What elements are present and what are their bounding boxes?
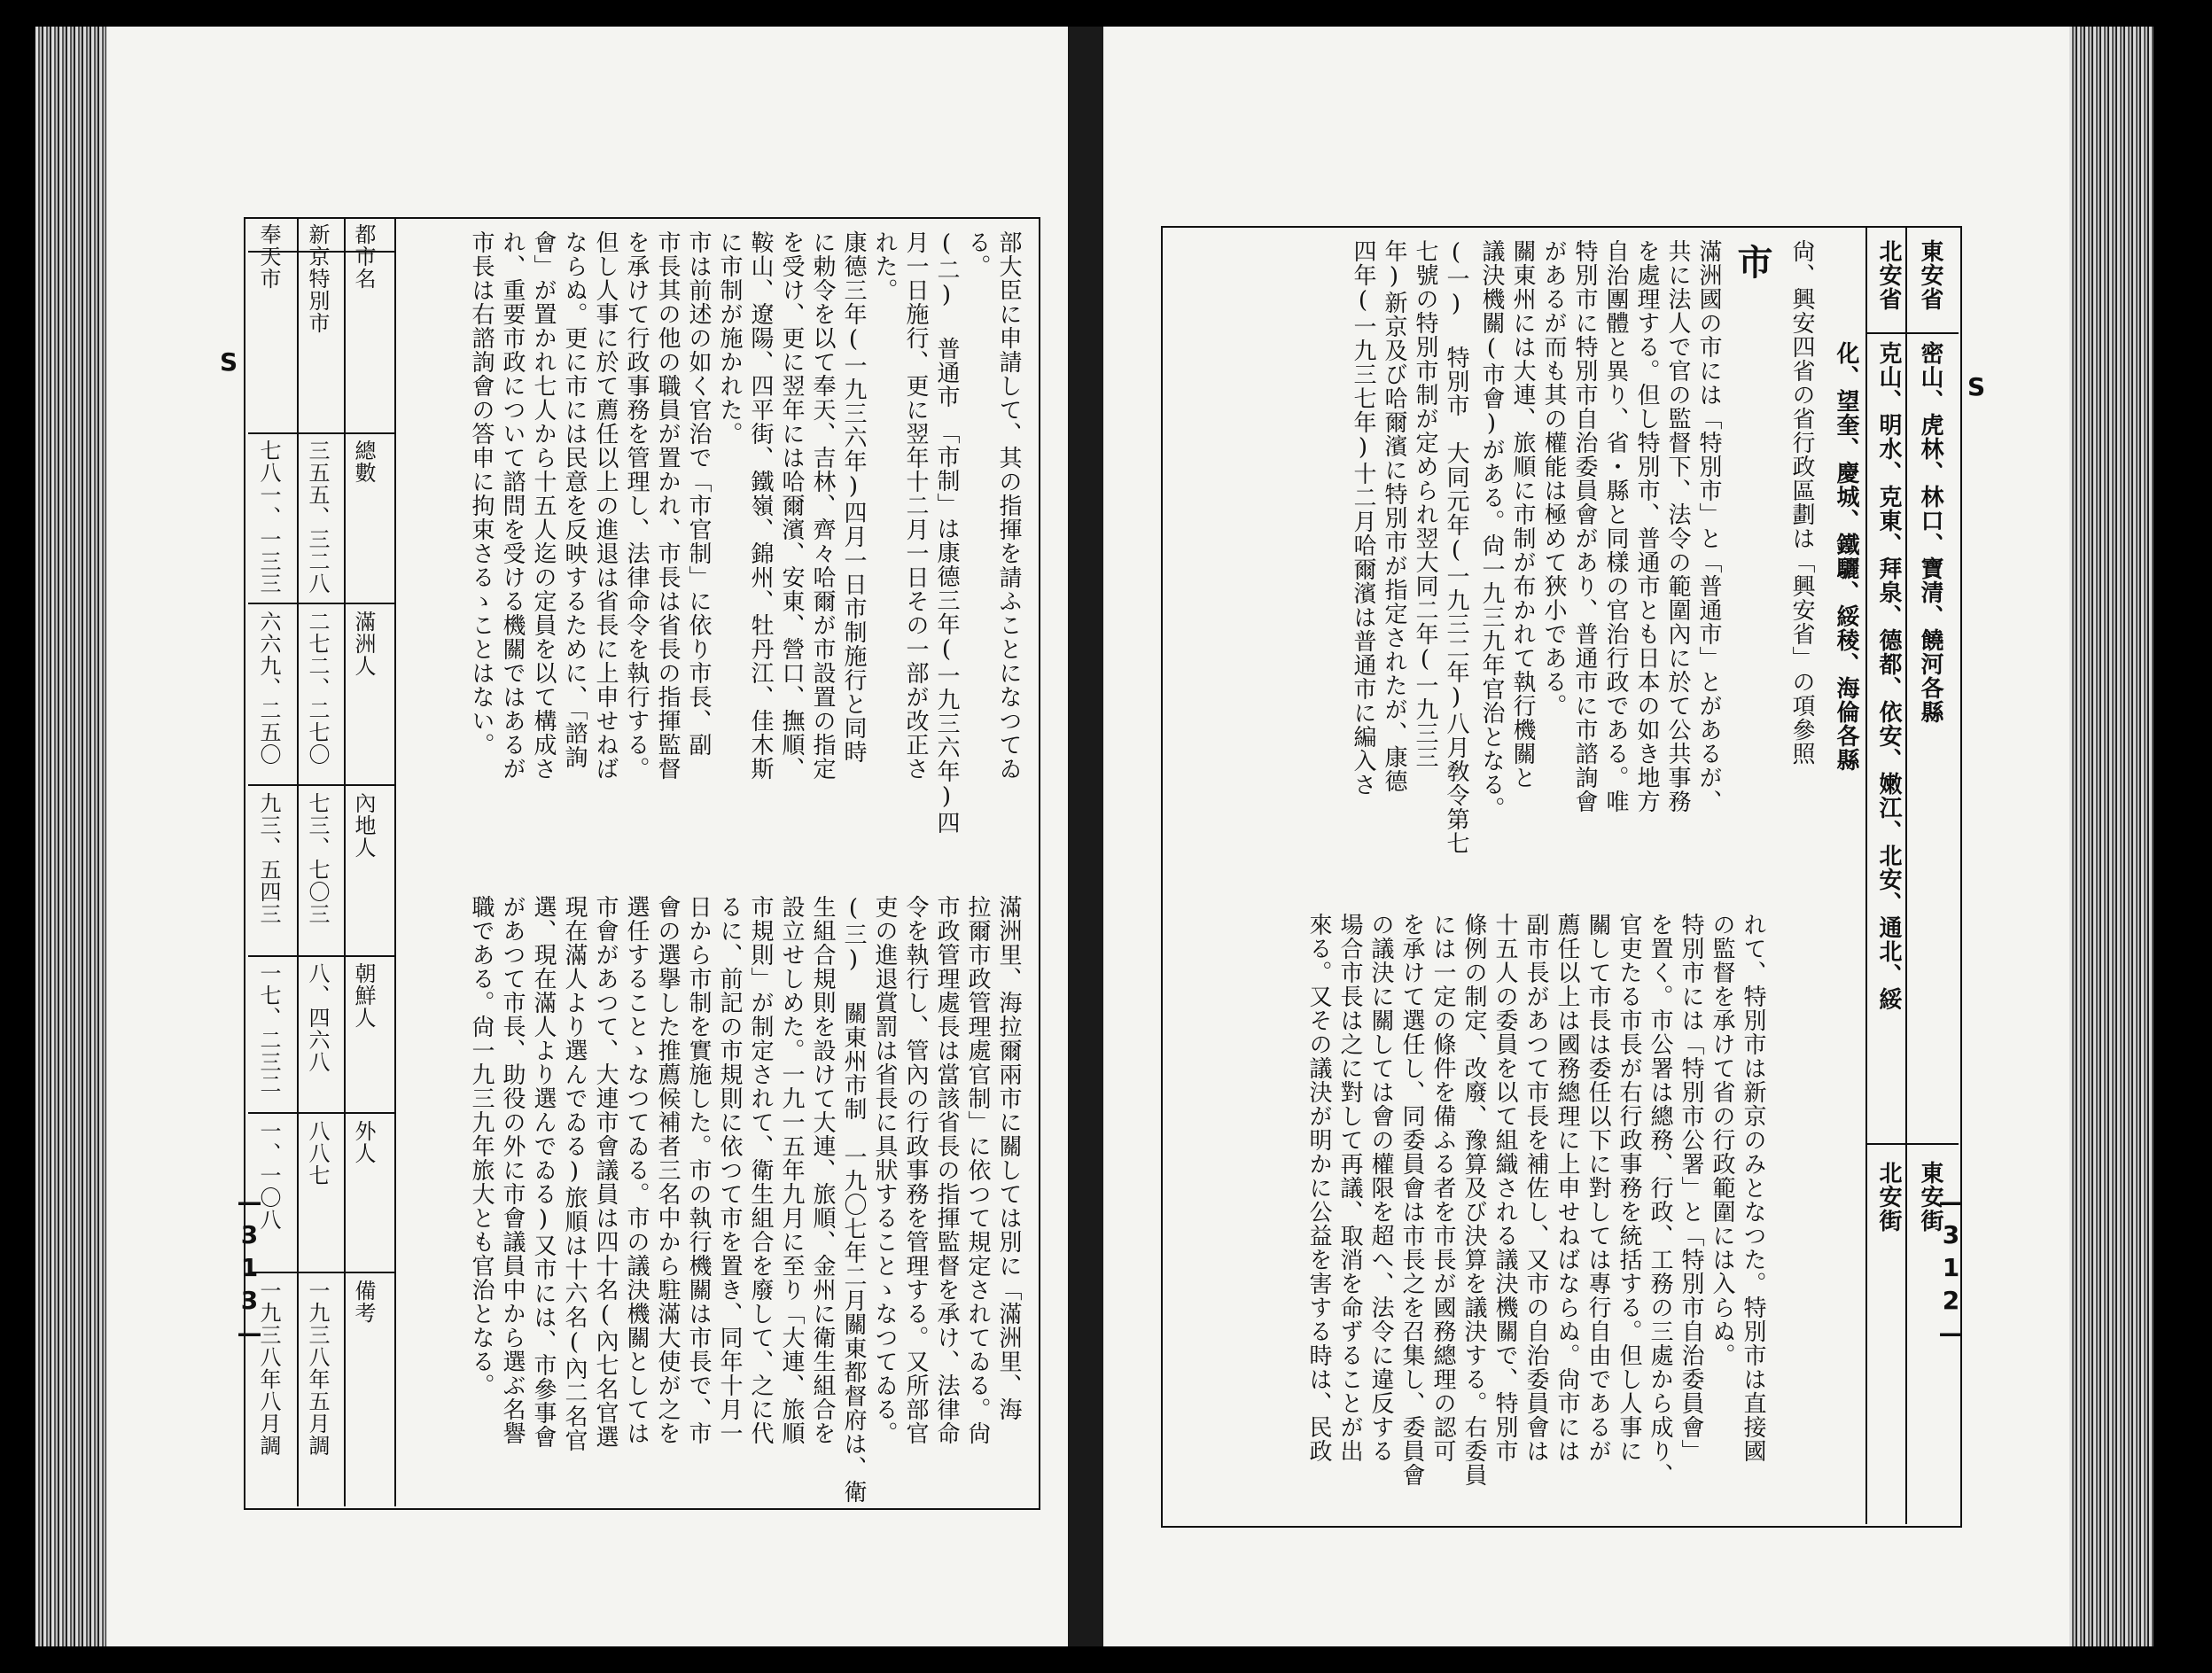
text-column: 拉爾市政管理處官制」に依つて規定されてゐる。尙 [964, 895, 991, 1445]
text-column: を受け、更に翌年には哈爾濱、安東、營口、撫順、 [778, 230, 805, 781]
text-column: 月一日施行、更に翌年十二月一日その一部が改正さ [902, 230, 929, 781]
text-column: 場合市長は之に對して再議、取消を命ずることが出 [1336, 913, 1363, 1463]
province-city: 東安街 [1917, 1161, 1943, 1233]
province-name: 東安省 [1917, 239, 1943, 311]
text-column: に市制が施かれた。 [716, 230, 743, 446]
table-cell: 七八一、一三三 [256, 440, 281, 595]
table-cell: 一九三八年八月調 [256, 1280, 281, 1457]
table-header-cell: 滿洲人 [351, 611, 376, 677]
table-header-cell: 都市名 [351, 223, 376, 290]
text-column: 部大臣に申請して、其の指揮を請ふことになつてゐ [995, 230, 1022, 781]
table-cell: 新京特別市 [305, 223, 330, 334]
text-column: 市長は右諮詢會の答申に拘束さるゝことはない。 [468, 230, 495, 757]
province-contents: 克山、明水、克東、拜泉、德都、依安、嫩江、北安、通北、綏 [1875, 341, 1902, 1011]
left-page-number: — 313 — [235, 1187, 264, 1351]
text-column: 職である。尙一九三九年旅大とも官治となる。 [468, 895, 495, 1397]
text-column: 特別市には「特別市公署」と「特別市自治委員會」 [1678, 913, 1704, 1463]
text-column: 市規則」が制定されて、衛生組合を廢して、之に代 [747, 895, 774, 1445]
province-city: 北安街 [1875, 1161, 1902, 1233]
text-column: 特別市に特別市自治委員會があり、普通市に市諮詢會 [1571, 239, 1598, 813]
text-column: 議決機關(市會)がある。尙一九三九年官治となる。 [1478, 239, 1505, 821]
text-column: 自治團體と異り、省・縣と同樣の官治行政である。唯 [1602, 239, 1629, 813]
table-header-cell: 備考 [351, 1280, 376, 1324]
table-cell: 九三、五四三 [256, 792, 281, 925]
text-column: を承けて選任し、同委員會は市長之を召集し、委員會 [1398, 913, 1425, 1487]
table-cell: 八八七 [305, 1120, 330, 1187]
text-column: 關東州には大連、旅順に市制が布かれて執行機關と [1509, 239, 1536, 790]
table-header-cell: 朝鮮人 [351, 962, 376, 1029]
text-column: 滿洲里、海拉爾兩市に關しては別に「滿洲里、海 [995, 895, 1022, 1421]
text-column: 薦任以上は國務總理に上申せねばならぬ。尙市には [1554, 913, 1580, 1463]
text-column: を處理する。但し特別市、普通市とも日本の如き地方 [1633, 239, 1660, 813]
text-column: に勅令を以て奉天、吉林、齊々哈爾が市設置の指定 [809, 230, 836, 781]
province-contents-cont: 化、望奎、慶城、鐵驪、綏稜、海倫各縣 [1833, 341, 1859, 772]
text-column: を置く。市公署は總務、行政、工務の三處から成り、 [1647, 913, 1673, 1487]
text-column: 吏の進退賞罰は省長に具狀することゝなつてゐる。 [871, 895, 898, 1445]
text-column: 現在滿人より選んでゐる)旅順は十六名(內二名官 [561, 895, 588, 1452]
left-page [106, 27, 1068, 1646]
table-cell: 七三、七〇三 [305, 792, 330, 925]
text-column: 選、現在滿人より選んでゐる)又市には、市參事會 [530, 895, 557, 1449]
right-page-edge [2069, 27, 2154, 1646]
table-cell: 一七、二三二 [256, 962, 281, 1095]
text-column: 康德三年(一九三六年)四月一日市制施行と同時 [840, 230, 867, 764]
table-cell: 八、四六八 [305, 962, 330, 1073]
text-column: の議決に關しては會の權限を超へ、法令に違反する [1367, 913, 1394, 1463]
table-cell: 一九三八年五月調 [305, 1280, 330, 1457]
text-column: 生組合規則を設けて大連、旅順、金州に衛生組合を [809, 895, 836, 1445]
text-column: ならぬ。更に市には民意を反映するために、「諮詢 [561, 230, 588, 769]
text-column: 七號の特別市制が定められ翌大同二年(一九三三 [1412, 239, 1438, 769]
text-column: 條例の制定、改廢、豫算及び決算を議決する。右委員 [1460, 913, 1487, 1487]
text-column: があつて市長、助役の外に市會議員中から選ぶ名譽 [499, 895, 526, 1445]
table-cell: 奉天市 [256, 223, 281, 290]
text-column: 會の選擧した推薦候補者三名中から駐滿大使が之を [654, 895, 681, 1445]
text-column: 副市長があつて市長を補佐し、又市の自治委員會は [1523, 913, 1549, 1463]
text-column: 令を執行し、管內の行政事務を管理する。又所部官 [902, 895, 929, 1445]
section-heading: 市 [1732, 244, 1773, 280]
table-header-cell: 內地人 [351, 792, 376, 859]
table-cell: 三五五、三二八 [305, 440, 330, 595]
text-column: 選任することゝなつてゐる。市の議決機關としては [623, 895, 650, 1445]
text-column: 市長其の他の職員が置かれ、市長は省長の指揮監督 [654, 230, 681, 781]
table-header-cell: 總數 [351, 440, 376, 484]
text-column: 會」が置かれ七人から十五人迄の定員を以て構成さ [530, 230, 557, 781]
text-column: (三) 關東州市制 一九〇七年二月關東都督府は、衛 [840, 895, 867, 1504]
text-column: (一) 特別市 大同元年(一九三二年)八月敎令第七 [1443, 239, 1469, 855]
table-cell: 六六九、二五〇 [256, 611, 281, 766]
text-column: る。 [964, 230, 991, 278]
text-column: 共に法人で官の監督下、法令の範圍內に於て公共事務 [1664, 239, 1691, 813]
right-page-marker: S [1967, 372, 1986, 401]
text-column: 年)新京及び哈爾濱に特別市が指定されたが、康德 [1381, 239, 1407, 793]
text-column: (二) 普通市 「市制」は康德三年(一九三六年)四 [933, 230, 960, 835]
table-cell: 一、一〇八 [256, 1120, 281, 1231]
note-line: 尙、興安四省の省行政區劃は「興安省」の項參照 [1788, 239, 1815, 766]
text-column: 鞍山、遼陽、四平街、鐵嶺、錦州、牡丹江、佳木斯 [747, 230, 774, 781]
text-column: には一定の條件を備ふる者を市長が國務總理の認可 [1429, 913, 1456, 1463]
right-page [1103, 27, 2069, 1646]
book-gutter [1068, 27, 1103, 1646]
text-column: 市政管理處長は當該省長の指揮監督を承け、法律命 [933, 895, 960, 1445]
text-column: るに、前記の市規則に依つて市を置き、同年十月一 [716, 895, 743, 1445]
text-column: れて、特別市は新京のみとなつた。特別市は直接國 [1740, 913, 1766, 1463]
table-cell: 二七二、二七〇 [305, 611, 330, 766]
province-name: 北安省 [1875, 239, 1902, 311]
text-column: 設立せしめた。一九一五年九月に至り「大連、旅順 [778, 895, 805, 1445]
left-page-edge [35, 27, 106, 1646]
left-page-marker: S [220, 347, 238, 377]
text-column: 官吏たる市長が右行政事務を統括する。但し人事に [1616, 913, 1642, 1463]
text-column: の監督を承けて省の行政範圍には入らぬ。 [1709, 913, 1735, 1367]
text-column: があるが而も其の權能は極めて狹小である。 [1540, 239, 1567, 718]
text-column: 四年(一九三七年)十二月哈爾濱は普通市に編入さ [1350, 239, 1376, 797]
text-column: 十五人の委員を以て組織される議決機關で、特別市 [1492, 913, 1518, 1463]
table-header-cell: 外人 [351, 1120, 376, 1164]
text-column: 關して市長は委任以下に對しては專行自由であるが [1585, 913, 1611, 1463]
province-contents: 密山、虎林、林口、寶清、饒河各縣 [1917, 341, 1943, 724]
text-column: 滿洲國の市には「特別市」と「普通市」とがあるが、 [1695, 239, 1722, 813]
right-page-number: — 312 — [1936, 1187, 1966, 1351]
text-column: 日から市制を實施した。市の執行機關は市長で、市 [685, 895, 712, 1445]
text-column: を承けて行政事務を管理し、法律命令を執行する。 [623, 230, 650, 781]
text-column: 市會があつて、大連市會議員は四十名(內七名官選 [592, 895, 619, 1449]
text-column: れ、重要市政について諮問を受ける機關ではあるが [499, 230, 526, 781]
text-column: 但し人事に於て薦任以上の進退は省長に上申せねば [592, 230, 619, 781]
text-column: れた。 [871, 230, 898, 302]
text-column: 市は前述の如く官治で「市官制」に依り市長、副 [685, 230, 712, 757]
text-column: 來る。又その議決が明かに公益を害する時は、民政 [1305, 913, 1332, 1463]
